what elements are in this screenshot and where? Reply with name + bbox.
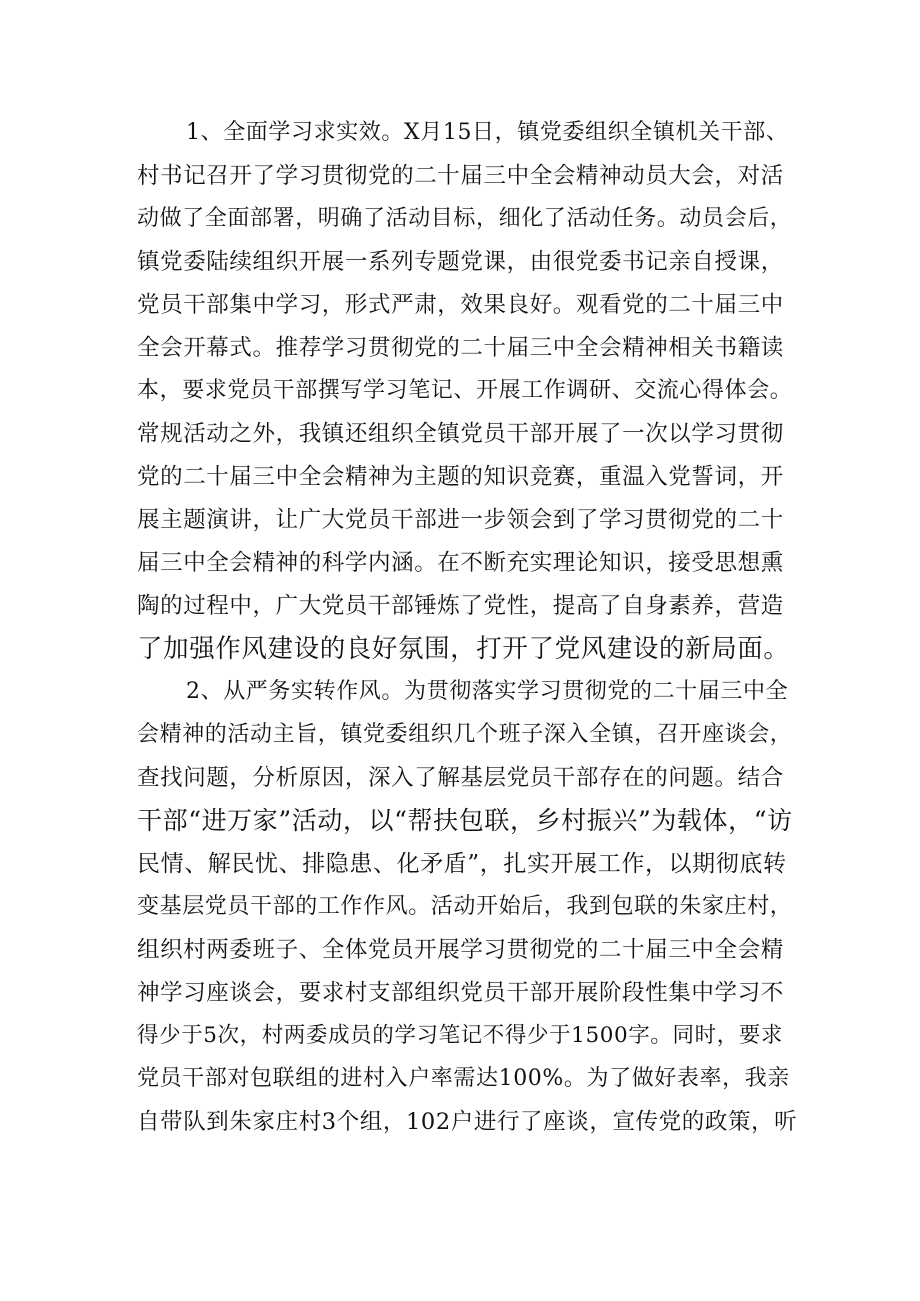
paragraph-2-line: 组织村两委班子、全体党员开展学习贯彻党的二十届三中全会精 <box>137 937 784 963</box>
paragraph-2-line: 查找问题，分析原因，深入了解基层党员干部存在的问题。结合 <box>137 765 784 791</box>
paragraph-1-line: 党员干部集中学习，形式严肃，效果良好。观看党的二十届三中 <box>137 292 784 318</box>
paragraph-1-line: 镇党委陆续组织开展一系列专题党课，由很党委书记亲自授课， <box>137 249 784 275</box>
paragraph-2-line: 党员干部对包联组的进村入户率需达100%。为了做好表率，我亲 <box>137 1066 790 1091</box>
paragraph-2-line: 民情、解民忧、排隐患、化矛盾”，扎实开展工作，以期彻底转 <box>137 851 787 877</box>
paragraph-2-line: 2、从严务实转作风。为贯彻落实学习贯彻党的二十届三中全 <box>186 679 789 704</box>
paragraph-1-line: 陶的过程中，广大党员干部锤炼了党性，提高了自身素养，营造 <box>137 593 784 619</box>
paragraph-1-line: 党的二十届三中全会精神为主题的知识竞赛，重温入党誓词，开 <box>137 464 784 490</box>
paragraph-2-line: 神学习座谈会，要求村支部组织党员干部开展阶段性集中学习不 <box>137 980 784 1006</box>
paragraph-2-line: 干部“进万家”活动，以“帮扶包联，乡村振兴”为载体，“访 <box>137 806 793 835</box>
paragraph-1-line: 常规活动之外，我镇还组织全镇党员干部开展了一次以学习贯彻 <box>137 421 784 447</box>
paragraph-2-line: 变基层党员干部的工作作风。活动开始后，我到包联的朱家庄村， <box>137 894 793 919</box>
paragraph-2-line: 得少于5次，村两委成员的学习笔记不得少于1500字。同时，要求 <box>137 1023 783 1048</box>
paragraph-1-line: 展主题演讲，让广大党员干部进一步领会到了学习贯彻党的二十 <box>137 507 784 533</box>
paragraph-1-line: 届三中全会精神的科学内涵。在不断充实理论知识，接受思想熏 <box>137 550 784 576</box>
paragraph-1-line: 全会开幕式。推荐学习贯彻党的二十届三中全会精神相关书籍读 <box>137 335 784 361</box>
paragraph-1-line: 了加强作风建设的良好氛围，打开了党风建设的新局面。 <box>137 634 790 664</box>
paragraph-2-line: 会精神的活动主旨，镇党委组织几个班子深入全镇，召开座谈会， <box>137 722 793 747</box>
paragraph-1-line: 村书记召开了学习贯彻党的二十届三中全会精神动员大会，对活 <box>137 163 784 189</box>
paragraph-1-line: 动做了全面部署，明确了活动目标，细化了活动任务。动员会后， <box>137 206 793 231</box>
paragraph-2-line: 自带队到朱家庄村3个组，102户进行了座谈，宣传党的政策，听 <box>137 1109 798 1135</box>
paragraph-1-line: 本，要求党员干部撰写学习笔记、开展工作调研、交流心得体会。 <box>137 378 793 403</box>
paragraph-1-line: 1、全面学习求实效。X月15日，镇党委组织全镇机关干部、 <box>186 120 789 145</box>
